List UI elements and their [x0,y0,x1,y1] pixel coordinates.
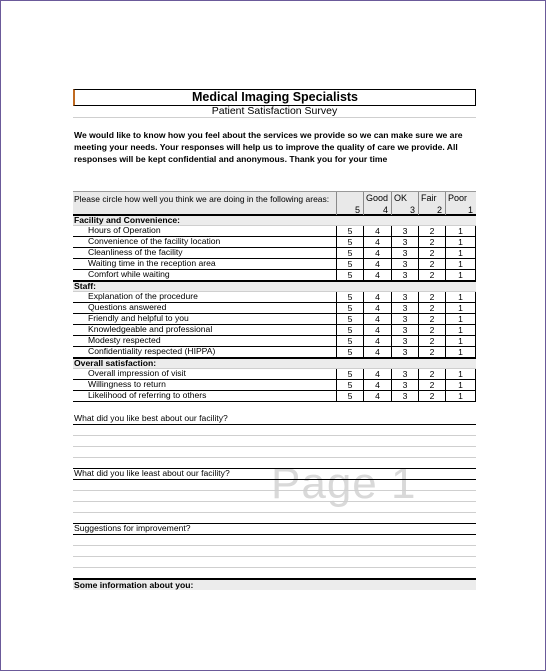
rating-option[interactable]: 4 [363,336,391,347]
col-value: 1 [467,205,473,215]
col-good [363,192,391,216]
survey-title: Medical Imaging Specialists [73,89,476,106]
item-label: Convenience of the facility location [88,236,221,246]
rating-option[interactable]: 5 [336,369,363,380]
rating-option[interactable]: 5 [336,226,363,237]
answer-line[interactable] [73,435,476,436]
rating-option[interactable]: 1 [445,380,476,391]
rating-option[interactable]: 1 [445,347,476,358]
rating-option[interactable]: 5 [336,347,363,358]
rating-option[interactable]: 1 [445,369,476,380]
answer-line[interactable] [73,424,476,425]
rating-option[interactable]: 2 [418,226,445,237]
rating-option[interactable]: 3 [391,314,418,325]
rating-option[interactable]: 3 [391,303,418,314]
col-label: Poor [448,193,468,203]
rating-option[interactable]: 5 [336,380,363,391]
item-label: Comfort while waiting [88,269,170,279]
rating-option[interactable]: 3 [391,391,418,402]
rating-option[interactable]: 4 [363,303,391,314]
rating-option[interactable]: 2 [418,314,445,325]
answer-line[interactable] [73,490,476,491]
rating-option[interactable]: 5 [336,391,363,402]
col-value: 4 [382,205,388,215]
rating-option[interactable]: 4 [363,292,391,303]
item-label: Hours of Operation [88,225,161,235]
rating-option[interactable]: 2 [418,292,445,303]
rating-option[interactable]: 1 [445,226,476,237]
rating-option[interactable]: 3 [391,369,418,380]
rating-option[interactable]: 5 [336,303,363,314]
rating-option[interactable]: 1 [445,292,476,303]
col-label: OK [394,193,408,203]
item-label: Explanation of the procedure [88,291,198,301]
rating-option[interactable]: 3 [391,347,418,358]
open-question-label: What did you like best about our facility? [74,413,228,423]
rating-option[interactable]: 4 [363,369,391,380]
item-label: Waiting time in the reception area [88,258,216,268]
rating-option[interactable]: 5 [336,325,363,336]
rating-option[interactable]: 1 [445,248,476,259]
rating-option[interactable]: 3 [391,248,418,259]
col-fair [418,192,445,216]
rating-option[interactable]: 2 [418,347,445,358]
section-title: Staff: [74,281,96,291]
item-label: Confidentiality respected (HIPPA) [88,346,216,356]
rating-option[interactable]: 4 [363,259,391,270]
rating-option[interactable]: 4 [363,325,391,336]
answer-line[interactable] [73,501,476,502]
rating-option[interactable]: 5 [336,336,363,347]
rating-option[interactable]: 2 [418,336,445,347]
rating-header-row [73,191,476,215]
rating-option[interactable]: 1 [445,391,476,402]
rating-option[interactable]: 5 [336,270,363,281]
rating-option[interactable]: 2 [418,391,445,402]
item-label: Friendly and helpful to you [88,313,189,323]
rating-option[interactable]: 1 [445,237,476,248]
rating-instruction: Please circle how well you think we are doing in the following areas: [74,194,330,204]
rating-option[interactable]: 3 [391,325,418,336]
rating-option[interactable]: 2 [418,259,445,270]
rating-option[interactable]: 2 [418,325,445,336]
intro-paragraph: We would like to know how you feel about the services we provide so we can make sure we are meeting your needs. Your responses will help us to improve the quality of care we provide. All responses will be kept confidential and anonymous. Thank you for your time [74,130,463,164]
answer-line[interactable] [73,479,476,480]
rating-option[interactable]: 4 [363,226,391,237]
rating-option[interactable]: 4 [363,270,391,281]
rating-option[interactable]: 3 [391,270,418,281]
rating-option[interactable]: 2 [418,248,445,259]
rating-option[interactable]: 3 [391,226,418,237]
item-label: Likelihood of referring to others [88,390,207,400]
rating-option[interactable]: 5 [336,237,363,248]
rating-option[interactable]: 4 [363,347,391,358]
rating-option[interactable]: 5 [336,248,363,259]
rating-option[interactable]: 5 [336,314,363,325]
col-value: 2 [436,205,442,215]
survey-subtitle: Patient Satisfaction Survey [73,105,476,118]
col-label: Fair [421,193,437,203]
rating-option[interactable]: 4 [363,314,391,325]
item-label: Cleanliness of the facility [88,247,183,257]
rating-option[interactable]: 1 [445,336,476,347]
table-row [73,347,476,358]
survey-sheet [73,89,476,592]
col-poor [445,192,476,216]
section-title: Facility and Convenience: [74,215,181,225]
rating-option[interactable]: 3 [391,237,418,248]
rating-option[interactable]: 2 [418,270,445,281]
item-label: Modesty respected [88,335,161,345]
rating-option[interactable]: 1 [445,303,476,314]
rating-option[interactable]: 2 [418,237,445,248]
answer-line[interactable] [73,446,476,447]
rating-option[interactable]: 5 [336,259,363,270]
answer-line[interactable] [73,512,476,513]
col-5 [336,192,363,216]
col-value: 5 [354,205,360,215]
rating-option[interactable]: 3 [391,259,418,270]
item-label: Knowledgeable and professional [88,324,213,334]
col-label: Good [366,193,389,203]
answer-line[interactable] [73,556,476,557]
item-label: Questions answered [88,302,167,312]
table-row [73,270,476,281]
rating-option[interactable]: 5 [336,292,363,303]
item-label: Overall impression of visit [88,368,186,378]
rating-option[interactable]: 4 [363,248,391,259]
rating-option[interactable]: 3 [391,380,418,391]
open-question-label: Suggestions for improvement? [74,523,191,533]
rating-option[interactable]: 1 [445,314,476,325]
rating-option[interactable]: 3 [391,336,418,347]
rating-option[interactable]: 2 [418,380,445,391]
rating-option[interactable]: 1 [445,270,476,281]
col-value: 3 [409,205,415,215]
answer-line[interactable] [73,567,476,568]
rating-option[interactable]: 4 [363,391,391,402]
open-question-label: What did you like least about our facility? [74,468,230,478]
page-watermark: Page 1 [271,459,417,508]
rating-option[interactable]: 1 [445,259,476,270]
answer-line[interactable] [73,457,476,458]
table-row [73,391,476,402]
item-label: Willingness to return [88,379,166,389]
rating-option[interactable]: 4 [363,380,391,391]
about-you-section: Some information about you: [73,579,476,590]
rating-option[interactable]: 2 [418,369,445,380]
rating-option[interactable]: 4 [363,237,391,248]
section-title: Overall satisfaction: [74,358,157,368]
answer-line[interactable] [73,545,476,546]
rating-option[interactable]: 1 [445,325,476,336]
rating-option[interactable]: 2 [418,303,445,314]
answer-line[interactable] [73,534,476,535]
rating-option[interactable]: 3 [391,292,418,303]
col-ok [391,192,418,216]
